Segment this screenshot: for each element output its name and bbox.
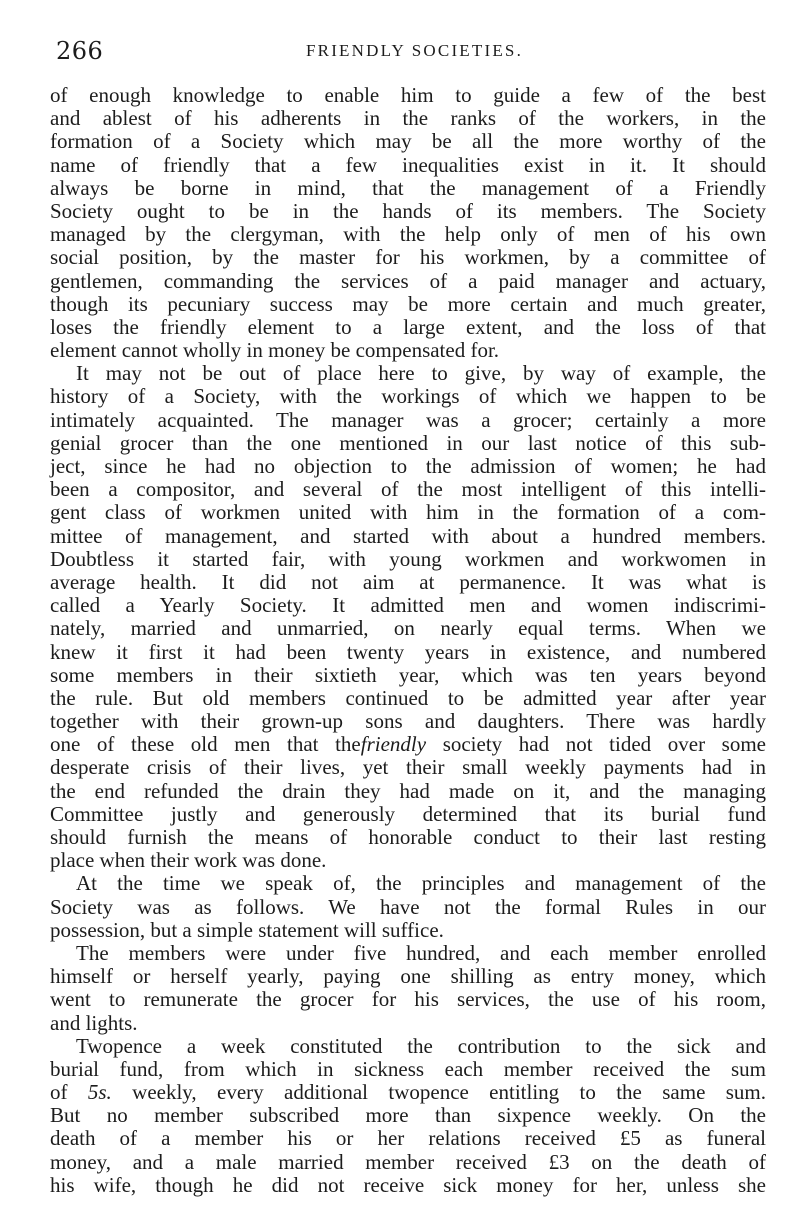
text-line: together with their grown-up sons and daughters. There was hardly xyxy=(50,709,766,734)
text-line: But no member subscribed more than sixpence weekly. On the xyxy=(50,1103,766,1128)
text-line xyxy=(50,733,766,756)
text-line: history of a Society, with the workings of which we happen to be xyxy=(50,384,766,409)
text-line: the end refunded the drain they had made on it, and the managing xyxy=(50,778,766,803)
text-line: Doubtless it started fair, with young workmen and workwomen in xyxy=(50,546,766,571)
text-line: Committee justly and generously determined that its burial fund xyxy=(50,801,766,826)
text-line: the rule. But old members continued to be admitted year after year xyxy=(50,685,766,710)
text-line: should furnish the means of honorable conduct to their last resting xyxy=(50,825,766,849)
italic-word: friendly xyxy=(360,732,427,757)
text-line: gent class of workmen united with him in the formation of a com- xyxy=(50,500,766,525)
text-line: money, and a male married member received £3 on the death of xyxy=(50,1149,766,1174)
text-line xyxy=(50,1081,766,1104)
body-text xyxy=(50,84,766,1197)
text-fragment: society had not tided over some xyxy=(442,732,766,757)
text-line: of enough knowledge to enable him to guide a few of the best xyxy=(50,83,766,107)
text-line: his wife, though he did not receive sick money for her, unless she xyxy=(50,1172,766,1197)
running-title: FRIENDLY SOCIETIES. xyxy=(306,41,524,60)
text-line: mittee of management, and started with about a hundred members. xyxy=(50,523,766,548)
text-line: went to remunerate the grocer for his services, the use of his room, xyxy=(50,987,766,1012)
text-line: burial fund, from which in sickness each member received the sum xyxy=(50,1056,766,1081)
text-line: knew it first it had been twenty years in existence, and numbered xyxy=(50,639,766,664)
text-line: gentlemen, commanding the services of a paid manager and actuary, xyxy=(50,268,766,293)
text-line: and lights. xyxy=(50,1010,138,1035)
text-line: element cannot wholly in money be compensated for. xyxy=(50,338,500,363)
text-line: death of a member his or her relations received £5 as funeral xyxy=(50,1126,766,1151)
text-line: been a compositor, and several of the most intelligent of this intelli- xyxy=(50,477,766,502)
text-line: always be borne in mind, that the management of a Friendly xyxy=(50,175,766,200)
text-line: It may not be out of place here to give, by way of example, the xyxy=(76,361,766,386)
text-line: Twopence a week constituted the contribution to the sick and xyxy=(76,1033,766,1058)
text-line: Society ought to be in the hands of its members. The Society xyxy=(50,198,766,223)
text-fragment: weekly, every additional twopence entitling to the same sum. xyxy=(132,1080,766,1105)
page-header xyxy=(56,34,768,68)
text-line: loses the friendly element to a large extent, and the loss of that xyxy=(50,314,766,339)
text-line: possession, but a simple statement will suffice. xyxy=(50,917,444,942)
text-line: place when their work was done. xyxy=(50,848,327,873)
text-line: ject, since he had no objection to the admission of women; he had xyxy=(50,454,766,478)
text-line: desperate crisis of their lives, yet their small weekly payments had in xyxy=(50,755,766,780)
text-line: managed by the clergyman, with the help only of men of his own xyxy=(50,222,766,247)
italic-word: 5s. xyxy=(87,1080,112,1105)
text-line: formation of a Society which may be all the more worthy of the xyxy=(50,129,766,154)
text-line: and ablest of his adherents in the ranks of the workers, in the xyxy=(50,106,766,131)
text-line: called a Yearly Society. It admitted men and women indiscrimi- xyxy=(50,593,766,618)
text-fragment: of xyxy=(50,1080,68,1105)
text-line: genial grocer than the one mentioned in our last notice of this sub- xyxy=(50,430,766,455)
text-line: social position, by the master for his workmen, by a committee of xyxy=(50,245,766,270)
text-fragment: one of these old men that the xyxy=(50,732,361,757)
text-line: though its pecuniary success may be more certain and much greater, xyxy=(50,291,766,316)
page-number: 266 xyxy=(56,37,104,65)
text-line: At the time we speak of, the principles and management of the xyxy=(76,871,766,896)
text-line: name of friendly that a few inequalities exist in it. It should xyxy=(50,152,766,177)
text-line: average health. It did not aim at permanence. It was what is xyxy=(50,569,766,594)
text-line: Society was as follows. We have not the formal Rules in our xyxy=(50,894,766,919)
text-line: The members were under five hundred, and each member enrolled xyxy=(76,940,766,965)
text-line: himself or herself yearly, paying one shilling as entry money, which xyxy=(50,964,766,989)
text-line: nately, married and unmarried, on nearly equal terms. When we xyxy=(50,616,766,641)
text-line: intimately acquainted. The manager was a grocer; certainly a more xyxy=(50,407,766,432)
text-line: some members in their sixtieth year, which was ten years beyond xyxy=(50,662,766,687)
